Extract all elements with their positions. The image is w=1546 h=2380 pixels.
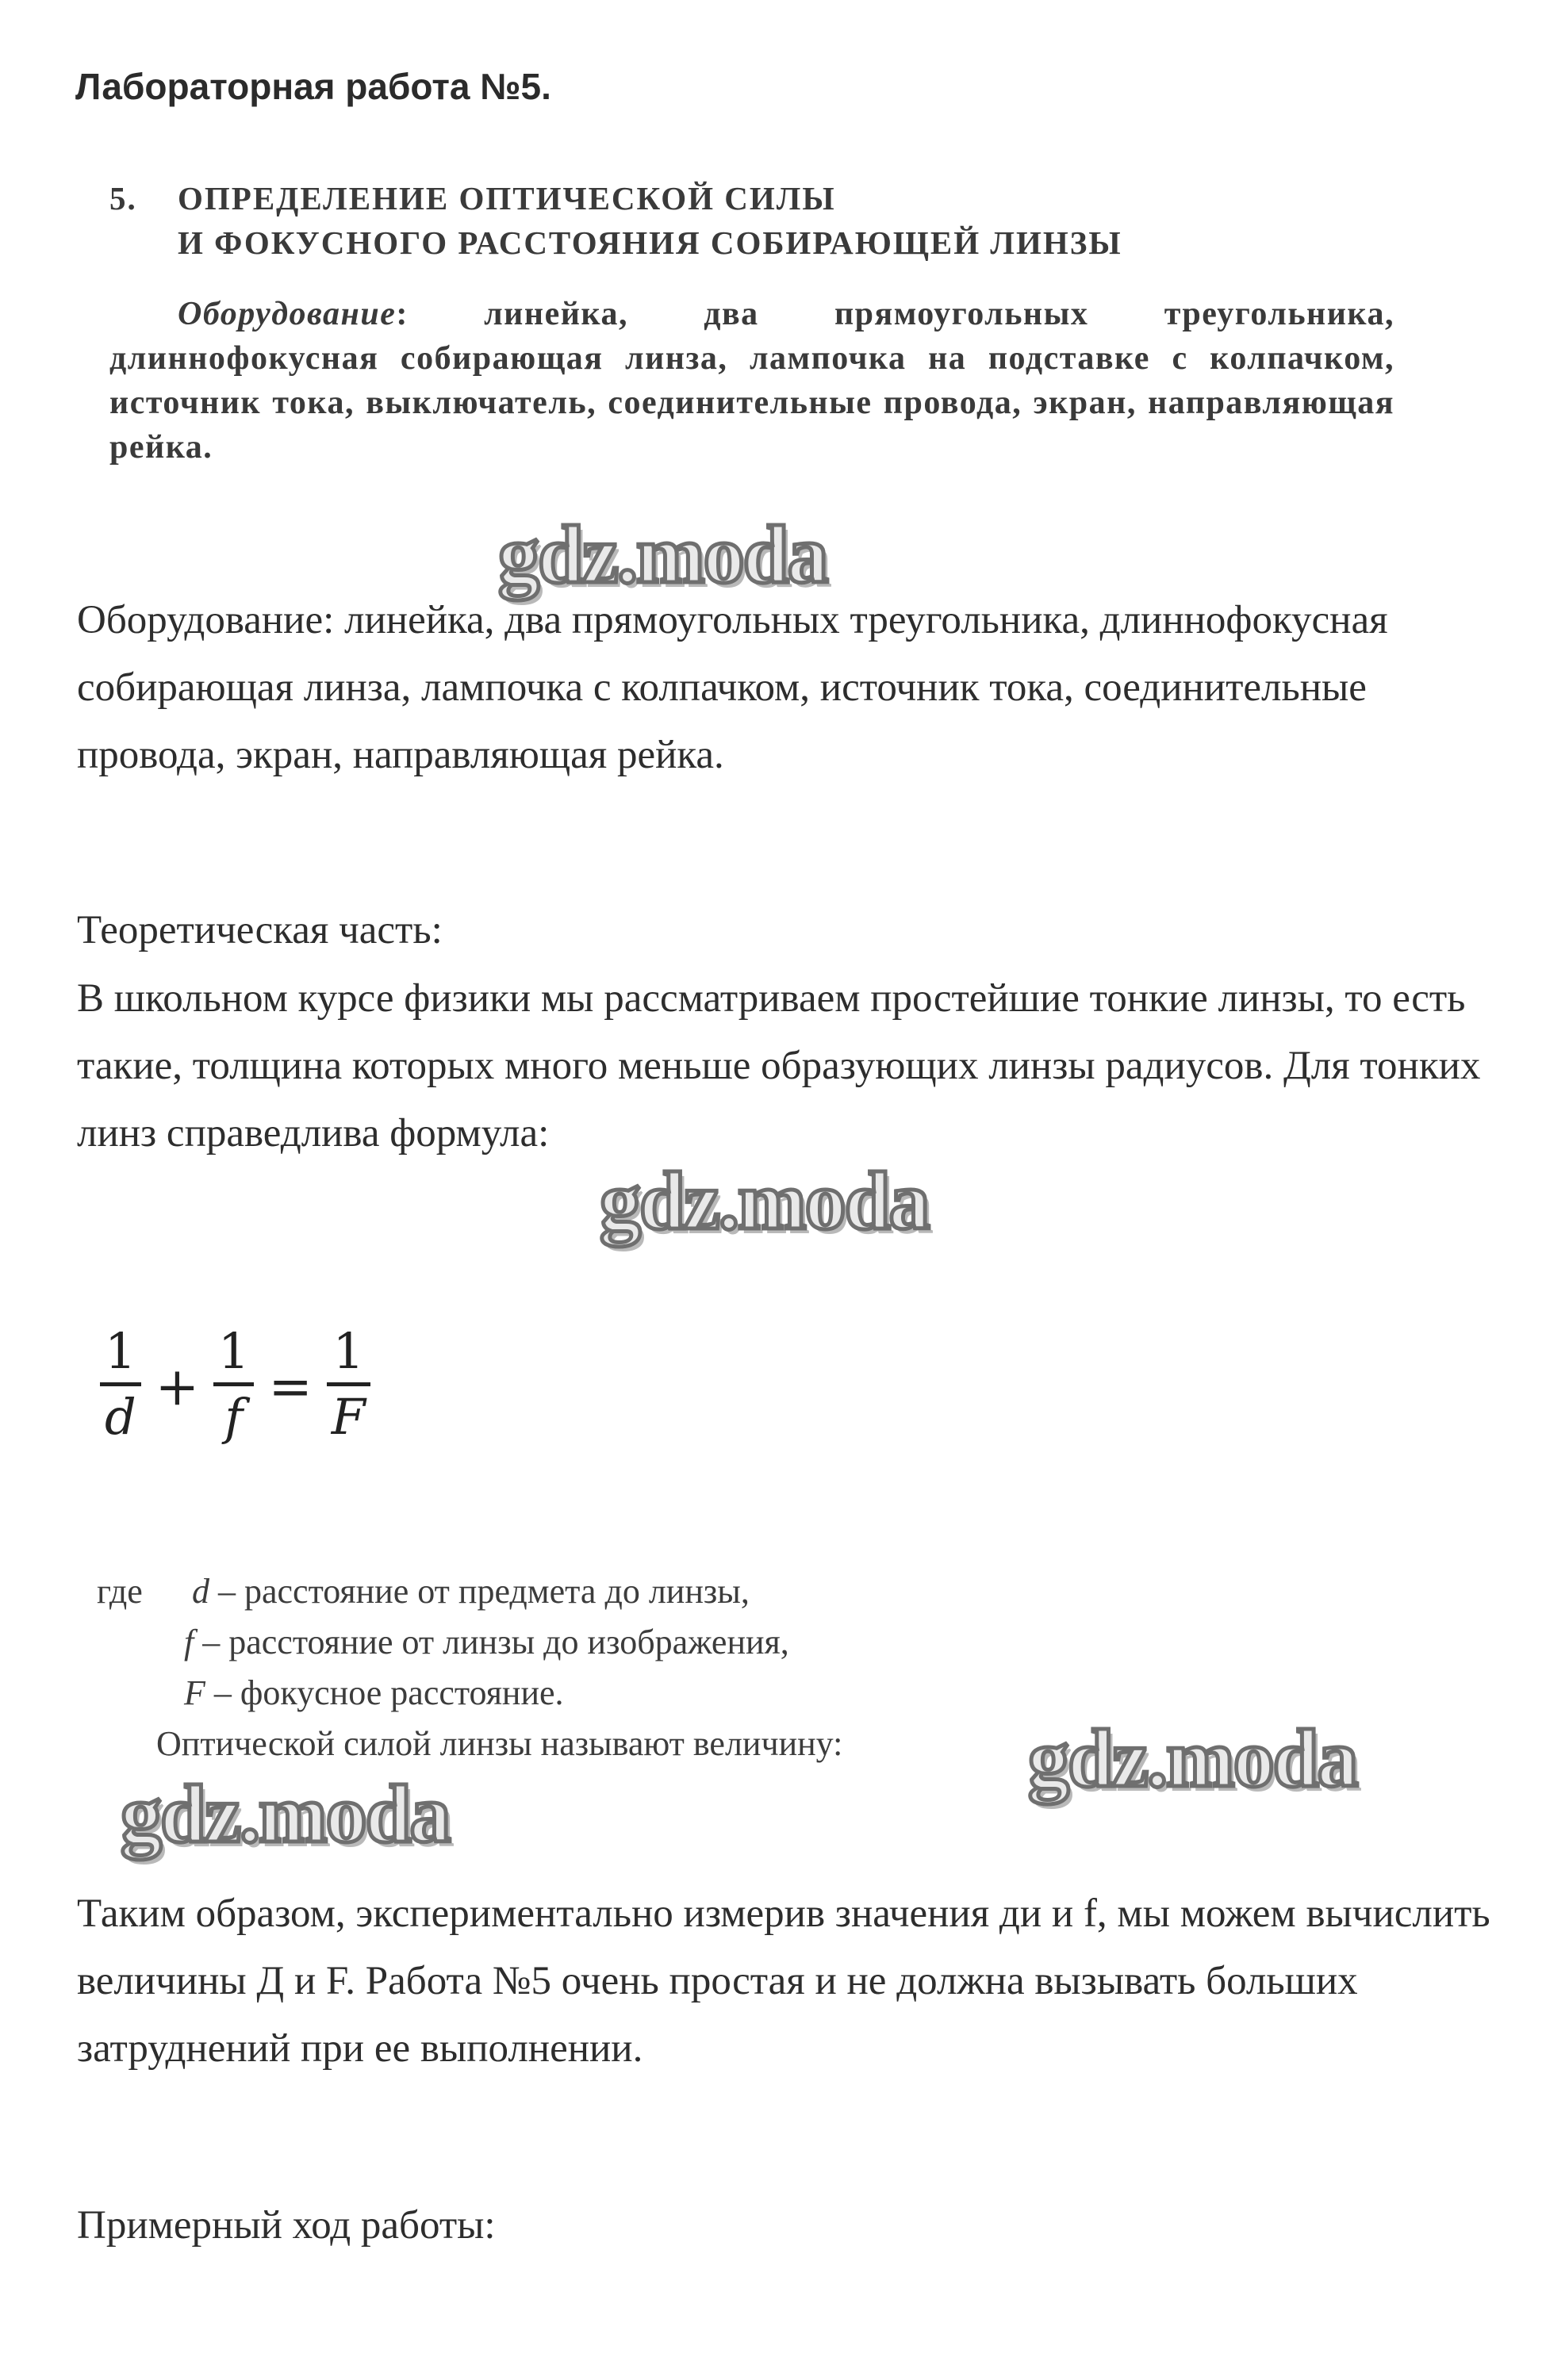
denominator-d: d	[105, 1387, 136, 1446]
equipment-paragraph: Оборудование: линейка, два прямоугольных треугольника, длиннофокусная собирающая линза, лампочка с колпачком, источник тока, соединительные провода, экран, направляющая рейка.	[77, 598, 1388, 777]
watermark: gdz.moda	[121, 1769, 450, 1860]
optical-power-text: Оптической силой линзы называют величину:	[156, 1724, 843, 1763]
watermark: gdz.moda	[498, 509, 827, 600]
watermark: gdz.moda	[1028, 1713, 1357, 1804]
symbol-F: F	[184, 1673, 205, 1712]
definition-F-text: – фокусное расстояние.	[205, 1673, 564, 1712]
plus-sign: +	[155, 1355, 200, 1417]
denominator-f: f	[224, 1387, 244, 1446]
definition-f-text: – расстояние от линзы до изображения,	[194, 1623, 789, 1661]
numerator: 1	[105, 1321, 136, 1380]
equals-sign: =	[268, 1355, 313, 1417]
scan-equipment-label: Оборудование	[178, 296, 397, 332]
where-label: где	[97, 1572, 143, 1611]
symbol-f: f	[184, 1623, 194, 1661]
denominator-F: F	[331, 1387, 366, 1446]
heading-line-2: И ФОКУСНОГО РАССТОЯНИЯ СОБИРАЮЩЕЙ ЛИНЗЫ	[178, 224, 1122, 261]
theory-heading: Теоретическая часть:	[77, 908, 443, 952]
numerator: 1	[218, 1321, 250, 1380]
lab-title: Лабораторная работа №5.	[75, 66, 551, 107]
thin-lens-formula	[95, 1305, 375, 1463]
fraction-F	[327, 1320, 370, 1448]
fraction-d	[100, 1320, 141, 1448]
symbol-d: d	[192, 1572, 209, 1611]
definition-f	[97, 1617, 842, 1668]
heading-number: 5.	[109, 180, 137, 217]
watermark: gdz.moda	[600, 1156, 929, 1247]
definitions-block	[97, 1566, 842, 1769]
definition-d-text: – расстояние от предмета до линзы,	[209, 1572, 750, 1611]
scan-equipment-body: : линейка, два прямоугольных треугольника, длиннофокусная собирающая линза, лампочка на подставке с колпачком, источник тока, выключатель, соединительные провода, экран, направляющая рейка.	[109, 296, 1394, 466]
fraction-f	[213, 1320, 254, 1448]
theory-paragraph: В школьном курсе физики мы рассматриваем простейшие тонкие линзы, то есть такие, толщина которых много меньше образующих линзы радиусов. Для тонких линз справедлива формула:	[77, 976, 1481, 1156]
heading-line-1: ОПРЕДЕЛЕНИЕ ОПТИЧЕСКОЙ СИЛЫ	[178, 180, 836, 217]
conclusion-paragraph: Таким образом, экспериментально измерив значения ди и f, мы можем вычислить величины Д и F. Работа №5 очень простая и не должна вызывать больших затруднений при ее выполнении.	[77, 1891, 1490, 2071]
numerator: 1	[332, 1321, 365, 1380]
procedure-heading: Примерный ход работы:	[77, 2203, 496, 2248]
scan-heading	[109, 176, 1122, 265]
definition-d	[97, 1566, 842, 1617]
scan-equipment-text	[109, 292, 1394, 469]
definition-F	[97, 1668, 842, 1719]
